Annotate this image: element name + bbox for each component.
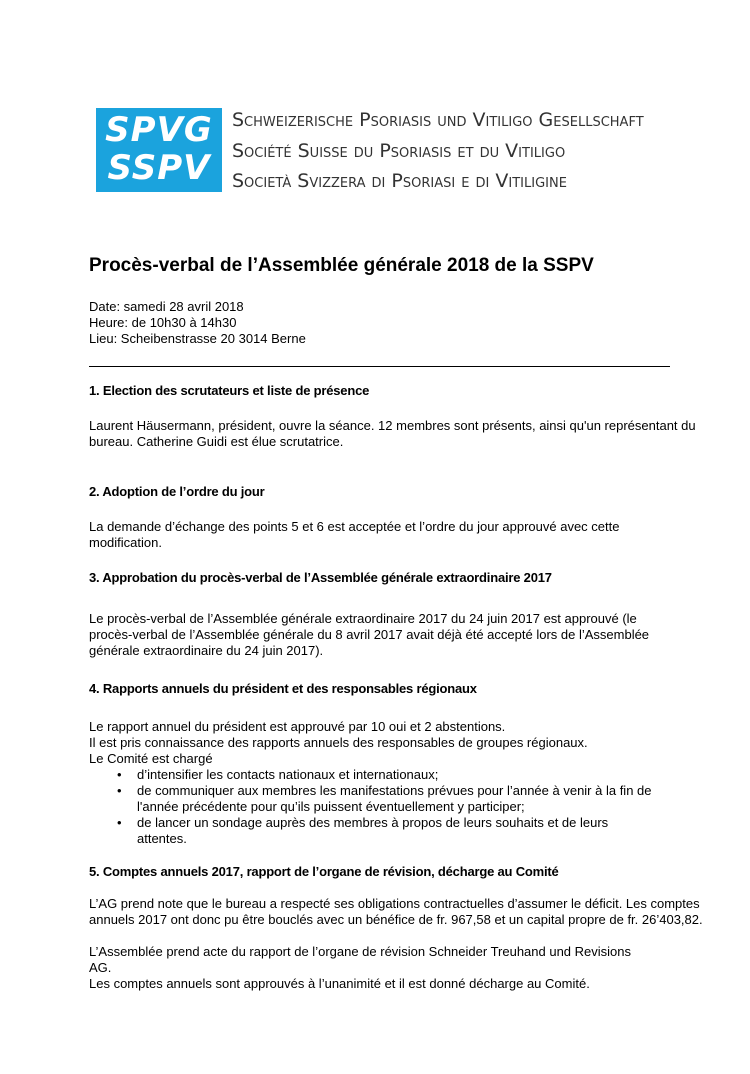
section-heading-3: 3. Approbation du procès-verbal de l’Assemblée générale extraordinaire 2017 [89,570,552,585]
section-1-paragraph: Laurent Häusermann, président, ouvre la séance. 12 membres sont présents, ainsi qu'un représentant du bureau. Catherine Guidi est élue scrutatrice. [89,418,696,449]
logo-text-sspv: SSPV [107,148,211,188]
section-4-paragraph-2: Il est pris connaissance des rapports annuels des responsables de groupes régionaux. [89,735,588,750]
society-name-french: Société Suisse du Psoriasis et du Vitiligo [232,140,566,162]
list-item: • de communiquer aux membres les manifestations prévues pour l’année à venir à la fin de l'année précédente pour qu’ils puissent éventuellement y participer; [89,783,657,815]
section-4-paragraph-3: Le Comité est chargé [89,751,213,766]
society-name-german: Schweizerische Psoriasis und Vitiligo Gesellschaft [232,109,644,131]
section-3-paragraph: Le procès-verbal de l’Assemblée générale extraordinaire 2017 du 24 juin 2017 est approuvé (le procès-verbal de l’Assemblée générale du 8 avril 2017 avait déjà été accepté lors de l’Assemblée générale extraordinaire du 24 juin 2017). [89,611,650,658]
meeting-date: Date: samedi 28 avril 2018 [89,299,244,314]
logo-text-spvg: SPVG [105,110,213,150]
list-item: • de lancer un sondage auprès des membres à propos de leurs souhaits et de leurs attentes. [89,815,657,847]
section-4-task-list [89,767,657,847]
meeting-place: Lieu: Scheibenstrasse 20 3014 Berne [89,331,306,346]
section-5-paragraph-1: L’AG prend note que le bureau a respecté ses obligations contractuelles d’assumer le déficit. Les comptes annuels 2017 ont donc pu être bouclés avec un bénéfice de fr. 967,58 et un capital propre de fr. 26’403,82. [89,896,703,927]
society-name-italian: Società Svizzera di Psoriasi e di Vitiligine [232,170,567,192]
section-2-paragraph: La demande d’échange des points 5 et 6 est acceptée et l’ordre du jour approuvé avec cette modification. [89,519,620,550]
spvg-sspv-logo [96,108,222,192]
section-heading-2: 2. Adoption de l’ordre du jour [89,484,265,499]
section-4-paragraph-1: Le rapport annuel du président est approuvé par 10 oui et 2 abstentions. [89,719,506,734]
section-heading-4: 4. Rapports annuels du président et des responsables régionaux [89,681,477,696]
section-5-paragraph-3: Les comptes annuels sont approuvés à l’unanimité et il est donné décharge au Comité. [89,976,590,991]
section-5-paragraph-2: L’Assemblée prend acte du rapport de l’organe de révision Schneider Treuhand und Revisions AG. [89,944,632,975]
horizontal-divider [89,366,670,367]
meeting-time: Heure: de 10h30 à 14h30 [89,315,237,330]
section-heading-5: 5. Comptes annuels 2017, rapport de l’organe de révision, décharge au Comité [89,864,559,879]
list-item: • d’intensifier les contacts nationaux et internationaux; [89,767,657,783]
section-heading-1: 1. Election des scrutateurs et liste de présence [89,383,370,398]
meeting-details [89,299,306,347]
document-title: Procès-verbal de l’Assemblée générale 2018 de la SSPV [89,255,594,276]
